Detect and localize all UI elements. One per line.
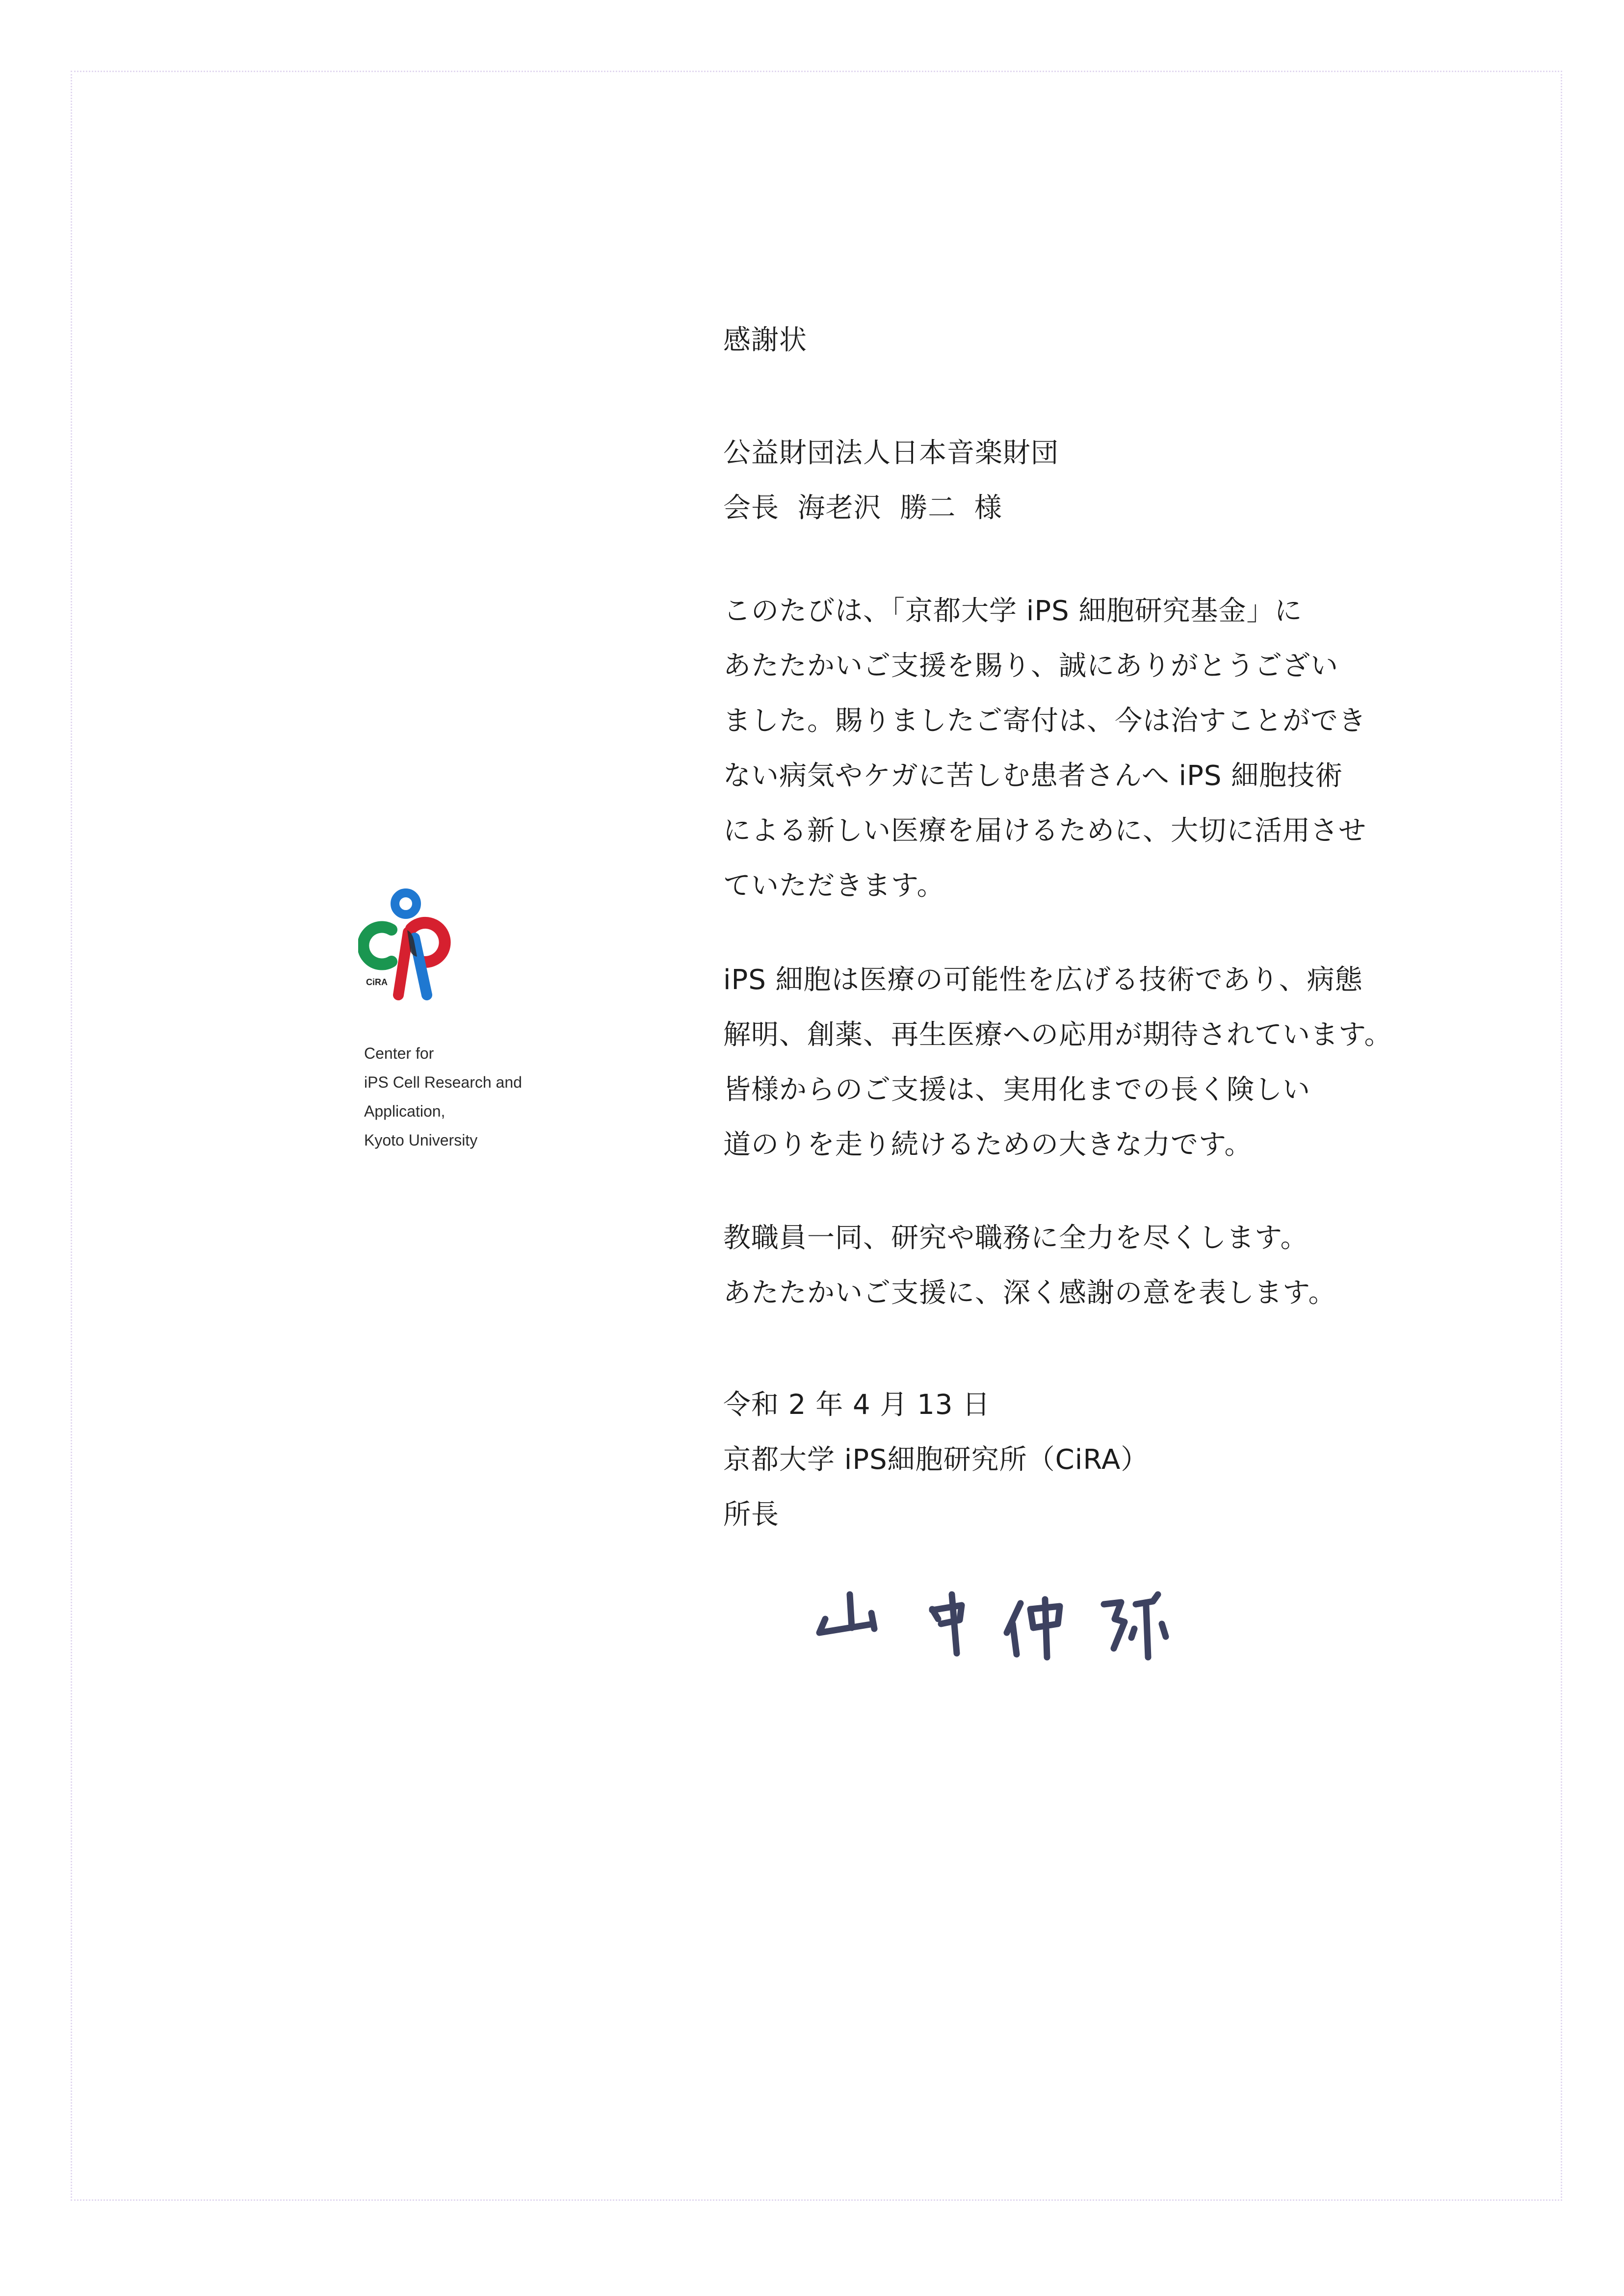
paragraph-line: あたたかいご支援に、深く感謝の意を表します。 <box>723 1277 1336 1309</box>
paragraph-line: ていただきます。 <box>723 870 945 902</box>
logo-wordmark: CiRA <box>366 977 388 987</box>
caption-line: Kyoto University <box>364 1131 478 1149</box>
issue-date: 令和 2 年 4 月 13 日 <box>723 1389 991 1421</box>
signer-position: 所長 <box>723 1499 779 1531</box>
logo-green-c-icon <box>363 927 392 965</box>
recipient-name: 会長 海老沢 勝二 様 <box>723 492 1002 524</box>
logo-blue-ring-icon <box>395 893 417 914</box>
caption-line: iPS Cell Research and <box>364 1073 522 1091</box>
paragraph-line: 解明、創薬、再生医療への応用が期待されています。 <box>723 1019 1392 1051</box>
paragraph-line: による新しい医療を届けるために、大切に活用させ <box>723 815 1366 847</box>
paragraph-line: iPS 細胞は医療の可能性を広げる技術であり、病態 <box>723 964 1363 996</box>
paragraph-line: ない病気やケガに苦しむ患者さんへ iPS 細胞技術 <box>723 760 1343 792</box>
paragraph-line: 道のりを走り続けるための大きな力です。 <box>723 1129 1253 1161</box>
issuing-institution: 京都大学 iPS細胞研究所（CiRA） <box>723 1444 1149 1476</box>
paragraph-line: ました。賜りましたご寄付は、今は治すことができ <box>723 705 1366 737</box>
paragraph-line: あたたかいご支援を賜り、誠にありがとうござい <box>723 650 1338 682</box>
paragraph-line: 教職員一同、研究や職務に全力を尽くします。 <box>723 1222 1309 1254</box>
paragraph-line: このたびは、「京都大学 iPS 細胞研究基金」に <box>723 595 1303 627</box>
recipient-organization: 公益財団法人日本音楽財団 <box>723 437 1059 469</box>
caption-line: Center for <box>364 1044 434 1062</box>
handwritten-signature <box>814 1575 1222 1663</box>
cira-logo <box>358 883 456 1006</box>
caption-line: Application, <box>364 1102 445 1120</box>
certificate-title: 感謝状 <box>723 324 807 356</box>
paragraph-line: 皆様からのご支援は、実用化までの長く険しい <box>723 1074 1310 1106</box>
logo-caption <box>364 1039 522 1155</box>
